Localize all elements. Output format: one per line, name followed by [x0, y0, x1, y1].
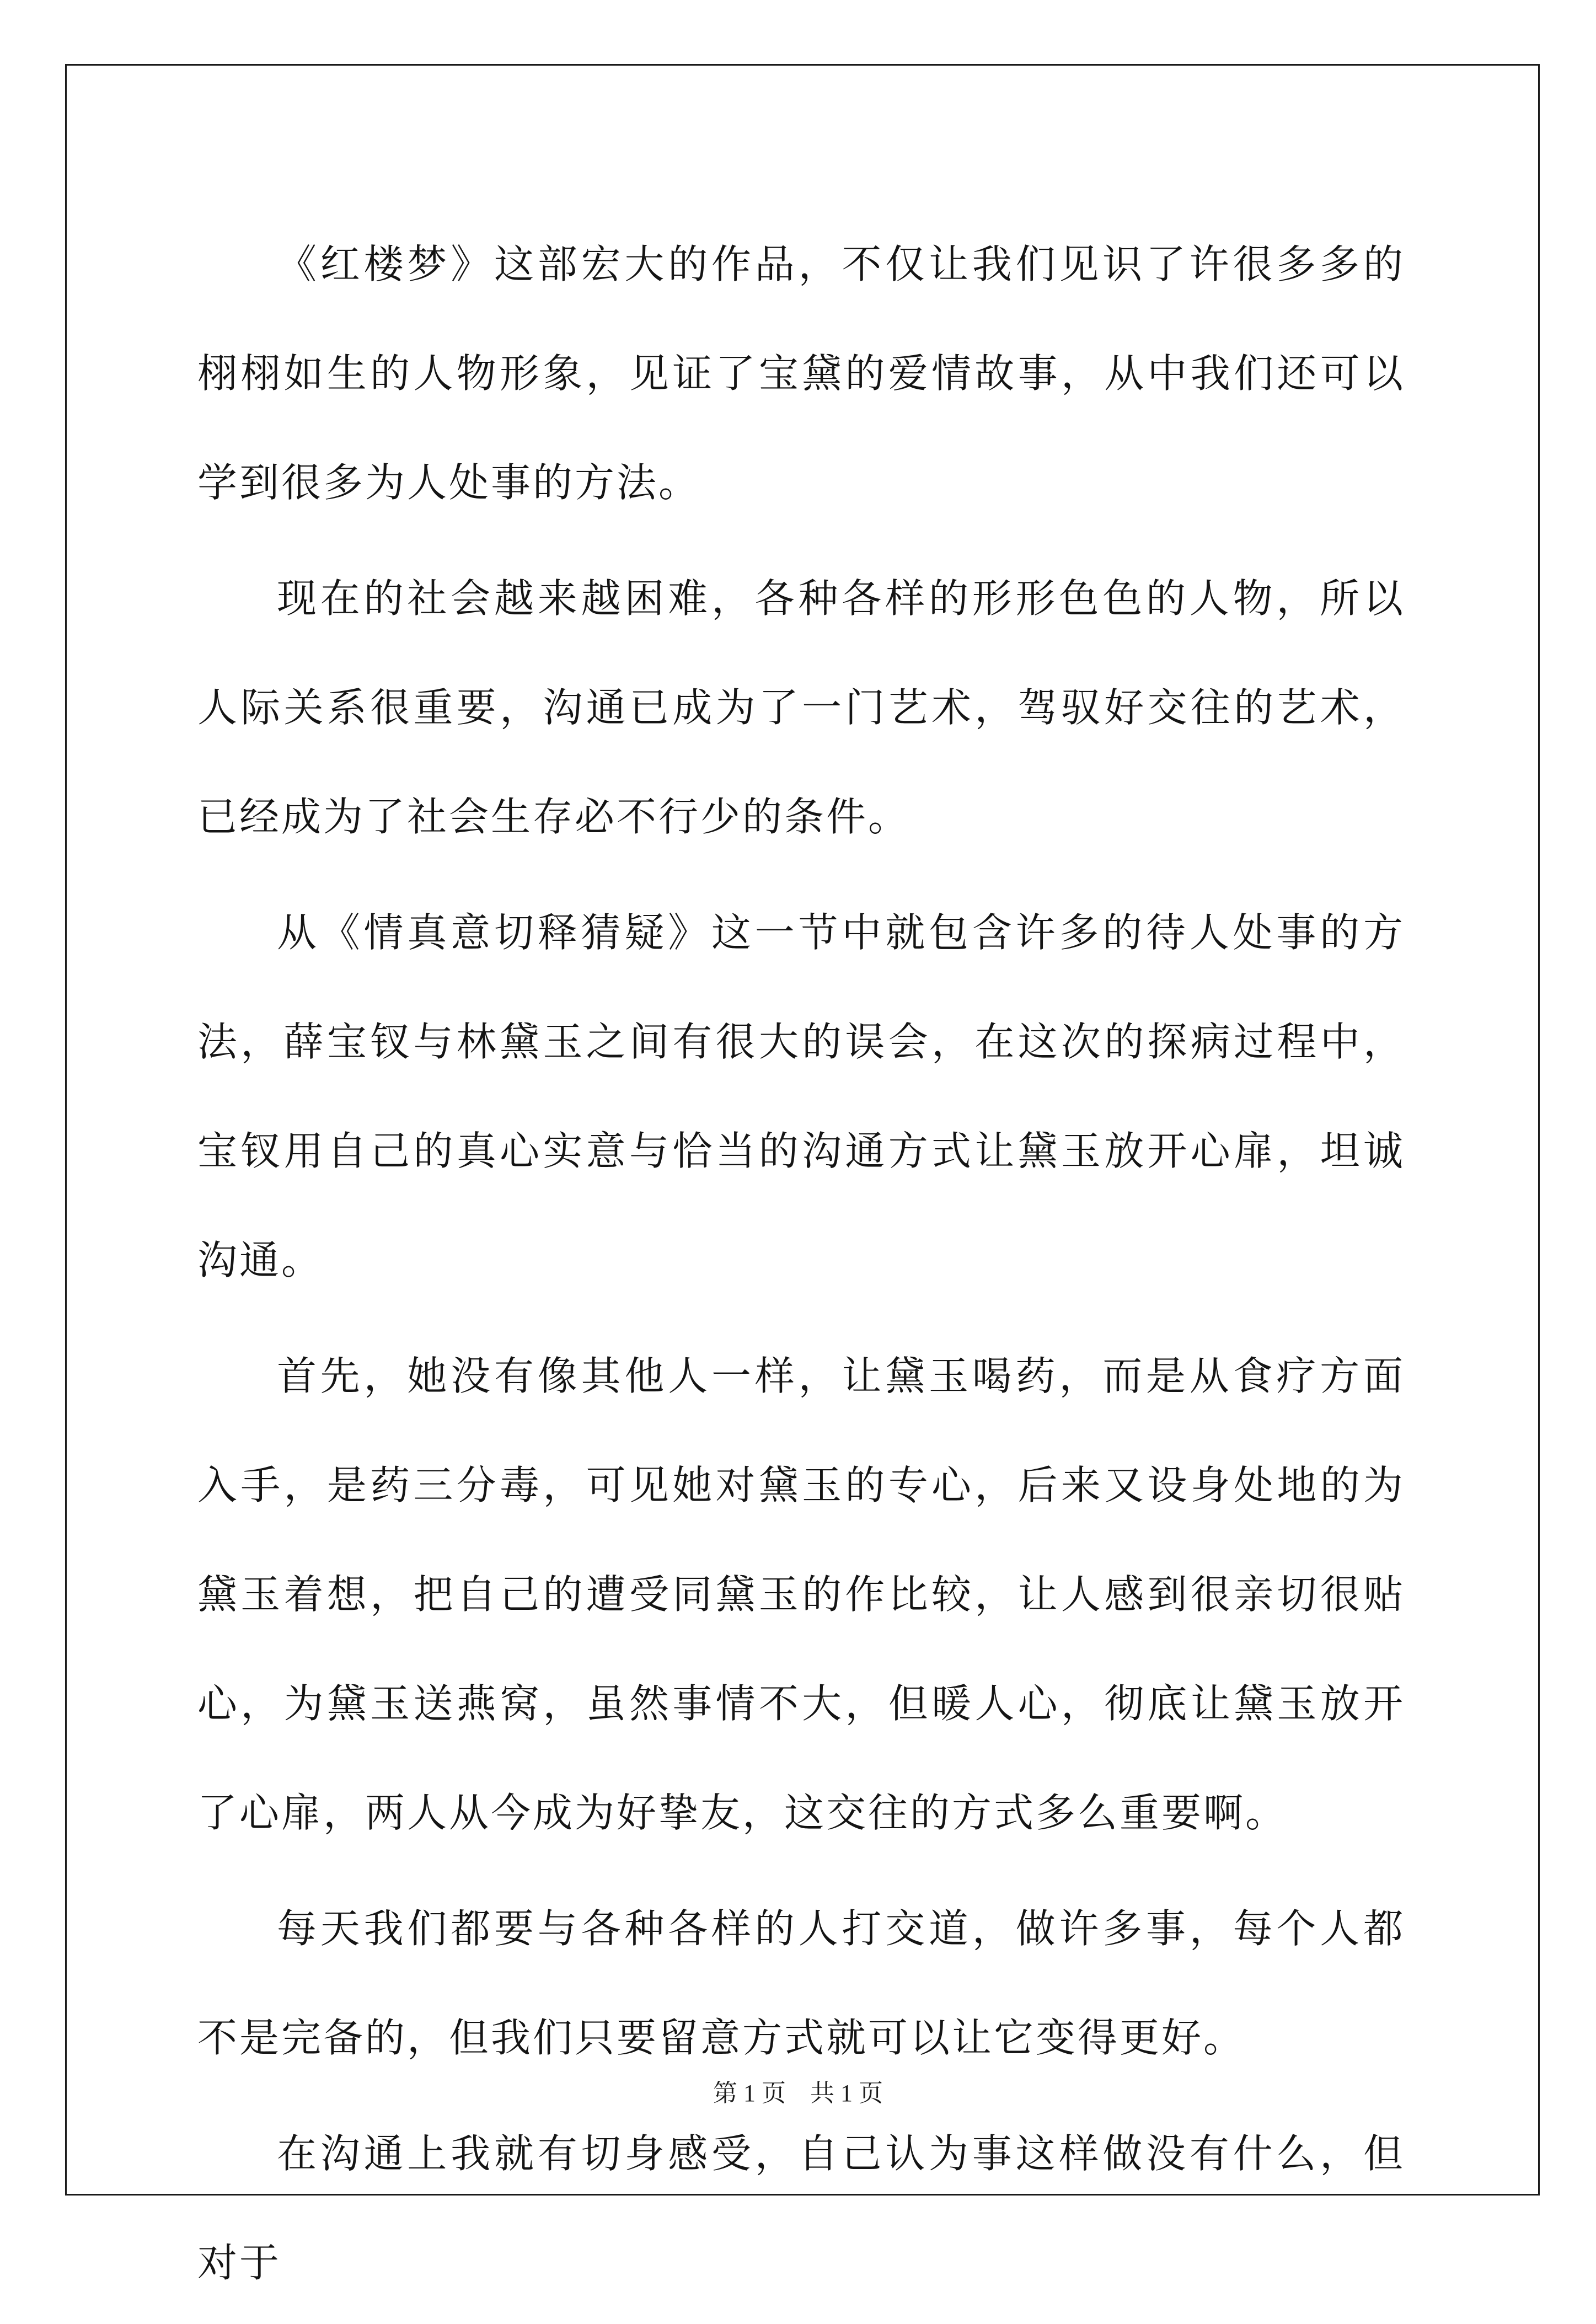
paragraph-3: 从《情真意切释猜疑》这一节中就包含许多的待人处事的方法，薛宝钗与林黛玉之间有很大的误会，在这次的探病过程中，宝钗用自己的真心实意与恰当的沟通方式让黛玉放开心扉，坦诚沟通。 [197, 909, 1405, 1283]
page-number-footer: 第 1 页 共 1 页 [713, 2080, 883, 2107]
paragraph-5: 每天我们都要与各种各样的人打交道，做许多事，每个人都不是完备的，但我们只要留意方式就可以让它变得更好。 [197, 1905, 1405, 2061]
document-body [197, 210, 1405, 2324]
paragraph-1: 《红楼梦》这部宏大的作品，不仅让我们见识了许很多多的栩栩如生的人物形象，见证了宝黛的爱情故事，从中我们还可以学到很多为人处事的方法。 [197, 241, 1405, 506]
paragraph-4: 首先，她没有像其他人一样，让黛玉喝药，而是从食疗方面入手，是药三分毒，可见她对黛玉的专心，后来又设身处地的为黛玉着想，把自己的遭受同黛玉的作比较，让人感到很亲切很贴心，为黛玉送燕窝，虽然事情不大，但暖人心，彻底让黛玉放开了心扉，两人从今成为好挚友，这交往的方式多么重要啊。 [197, 1353, 1405, 1836]
paragraph-2: 现在的社会越来越困难，各种各样的形形色色的人物，所以人际关系很重要，沟通已成为了一门艺术，驾驭好交往的艺术，已经成为了社会生存必不行少的条件。 [197, 575, 1405, 840]
paragraph-6: 在沟通上我就有切身感受，自己认为事这样做没有什么，但对于 [197, 2130, 1405, 2286]
